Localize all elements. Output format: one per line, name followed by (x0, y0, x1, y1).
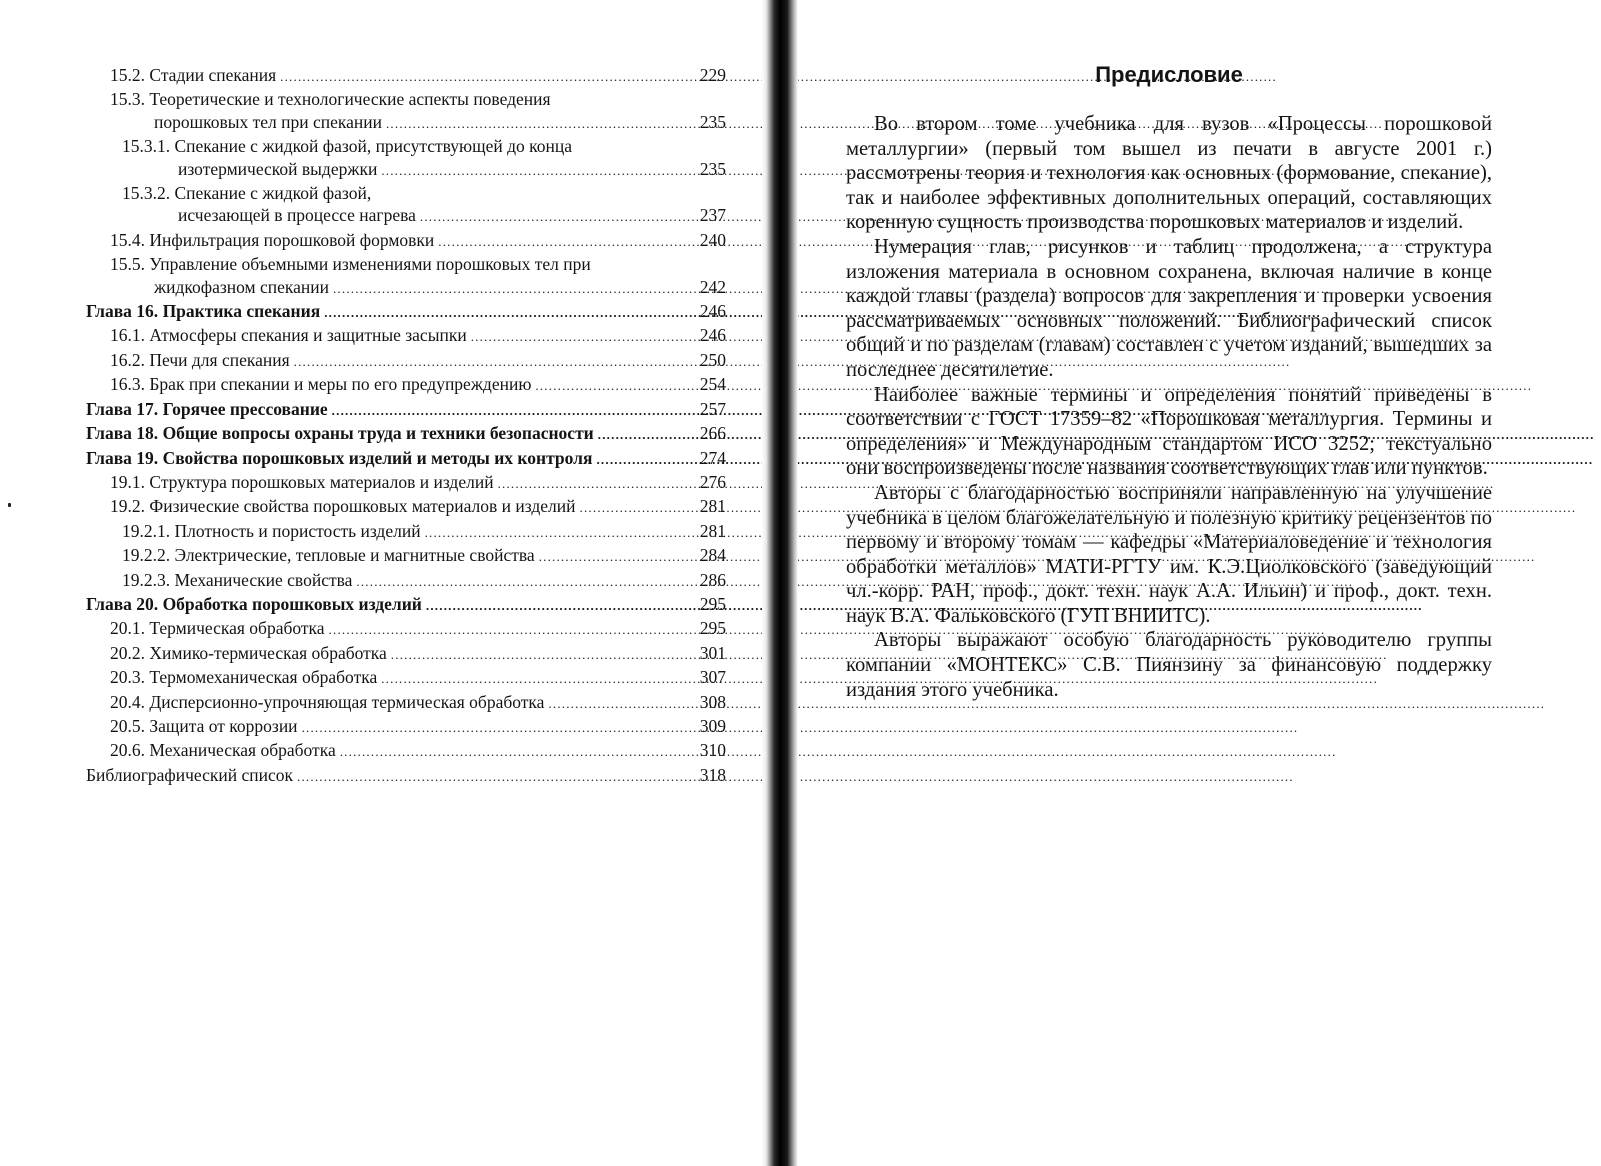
toc-page-number: 295 (699, 593, 726, 614)
scan-speck (8, 503, 11, 507)
toc-entry-line (86, 593, 726, 617)
toc-entry-title-line1: Теоретические и технологические аспекты поведения (149, 89, 551, 110)
toc-dot-leader (539, 546, 690, 568)
toc-page-number: 301 (699, 642, 726, 663)
toc-chapter-entry (86, 300, 726, 324)
toc-entry (86, 520, 726, 544)
preface-paragraph-1: Во втором томе учебника для вузов «Процессы порошковой металлургии» (первый том вышел из печати в августе 2001 г.) рассмотрены теория и технология как основных (формование, спекание), так и наиболее эффективных дополнительных операций, составляющих коренную сущность производства порошковых материалов и изделий. (846, 113, 1492, 234)
toc-chapter-entry (86, 422, 726, 446)
toc-entry-title: Структура порошковых материалов и изделий (149, 471, 494, 492)
toc-entry (86, 64, 726, 88)
toc-dot-leader (391, 644, 690, 666)
toc-page-number: 237 (699, 205, 726, 226)
toc-entry-line (110, 495, 726, 519)
toc-entry-number: 19.2. (110, 496, 145, 517)
toc-page-number: 235 (699, 111, 726, 132)
toc-entry-number: Глава 19. (86, 447, 159, 468)
toc-page-number: 286 (699, 569, 726, 590)
toc-entry-title: Электрические, тепловые и магнитные свойства (174, 545, 535, 566)
toc-entry-line (110, 666, 726, 690)
preface-page (846, 58, 1492, 702)
toc-dot-leader (596, 449, 690, 471)
toc-entry-title: исчезающей в процессе нагрева (178, 205, 416, 226)
toc-page-number: 295 (699, 618, 726, 639)
toc-entry-title: Общие вопросы охраны труда и техники безопасности (162, 423, 594, 444)
toc-page-number: 266 (699, 423, 726, 444)
toc-entry-title: Библиографический список (86, 764, 294, 785)
toc-entry-line (110, 691, 726, 715)
toc-entry-title: Горячее прессование (162, 398, 328, 419)
toc-entry-line (110, 739, 726, 763)
toc-entry (86, 739, 726, 763)
toc-page-number: 276 (699, 471, 726, 492)
toc-entry-title: порошковых тел при спекании (154, 111, 382, 132)
toc-dot-leader (548, 693, 690, 715)
toc-entry-number: 15.3.2. (122, 183, 171, 204)
toc-dot-leader (420, 206, 690, 228)
toc-entry (86, 764, 726, 788)
toc-dot-leader (498, 473, 690, 495)
toc-entry-line (110, 642, 726, 666)
toc-entry-title: Практика спекания (162, 301, 321, 322)
preface-heading: Предисловие (1095, 62, 1243, 87)
toc-entry-first-line (110, 253, 726, 275)
toc-entry-number: 19.2.3. (122, 569, 171, 590)
toc-entry-number: 16.3. (110, 374, 145, 395)
toc-entry-title: Инфильтрация порошковой формовки (149, 229, 435, 250)
toc-entry-title-line1: Управление объемными изменениями порошковых тел при (149, 254, 591, 275)
toc-entry (86, 715, 726, 739)
toc-dot-leader (294, 351, 690, 373)
toc-entry (86, 495, 726, 519)
toc-entry-line (122, 569, 726, 593)
toc-entry-first-line (122, 135, 726, 157)
preface-paragraph-3: Наиболее важные термины и определения понятий приведены в соответствии с ГОСТ 17359–82 «Порошковая металлургия. Термины и определения» и Международным стандартом ИСО 3252; текстуально они воспроизведены после названия соответствующих глав или пунктов. (846, 383, 1492, 480)
toc-entry-line (110, 324, 726, 348)
toc-entry-line (110, 373, 726, 397)
toc-entry-line (110, 349, 726, 373)
toc-page-number: 246 (699, 301, 726, 322)
toc-entry-first-line (122, 182, 726, 204)
toc-dot-leader (329, 619, 690, 641)
toc-page-number: 281 (699, 520, 726, 541)
toc-entry (86, 349, 726, 373)
toc-entry-number: Глава 20. (86, 593, 159, 614)
toc-entry-title-line1: Спекание с жидкой фазой, (174, 183, 372, 204)
toc-entry-title: Плотность и пористость изделий (174, 520, 421, 541)
toc-page-number: 307 (699, 667, 726, 688)
toc-dot-leader (471, 326, 690, 348)
toc-page-number: 318 (699, 764, 726, 785)
toc-entry-line (110, 276, 726, 300)
toc-entry-title: Механические свойства (174, 569, 353, 590)
toc-entry (86, 544, 726, 568)
toc-page-number: 254 (699, 374, 726, 395)
toc-entry-title: Стадии спекания (149, 65, 277, 85)
toc-entry-line (110, 471, 726, 495)
toc-entry-title: Печи для спекания (149, 349, 290, 370)
preface-paragraph-5: Авторы выражают особую благодарность руководителю группы компании «МОНТЕКС» С.В. Пиянзину за финансовую поддержку издания этого учебника. (846, 629, 1492, 701)
toc-entry-title: Термомеханическая обработка (149, 667, 378, 688)
toc-entry-number: 19.2.2. (122, 545, 171, 566)
toc-dot-leader (302, 717, 690, 739)
toc-dot-leader (425, 522, 690, 544)
toc-entry-line (110, 111, 726, 135)
toc-entry-title: Механическая обработка (149, 740, 336, 761)
toc-entry-number: 20.3. (110, 667, 145, 688)
toc-page-number: 281 (699, 496, 726, 517)
toc-dot-leader (598, 424, 690, 446)
toc-page-number: 240 (699, 229, 726, 250)
toc-entry-line (110, 715, 726, 739)
toc-entry-number: Глава 16. (86, 301, 159, 322)
toc-entry (86, 253, 726, 300)
toc-entry-line (86, 398, 726, 422)
toc-entry-number: Глава 18. (86, 423, 159, 444)
toc-entry-title: Свойства порошковых изделий и методы их контроля (162, 447, 593, 468)
toc-entry (86, 324, 726, 348)
toc-entry-number: 16.1. (110, 325, 145, 346)
toc-chapter-entry (86, 447, 726, 471)
toc-dot-leader (297, 766, 690, 788)
toc-entry-number: 15.3.1. (122, 136, 171, 157)
toc-chapter-entry (86, 398, 726, 422)
toc-entry-number: 16.2. (110, 349, 145, 370)
toc-chapter-entry (86, 593, 726, 617)
toc-entry-title: изотермической выдержки (178, 158, 378, 179)
toc-entry-line (86, 300, 726, 324)
toc-entry-line (86, 422, 726, 446)
toc-dot-leader (381, 160, 690, 182)
toc-entry-line (122, 204, 726, 228)
toc-dot-leader (580, 497, 690, 519)
preface-paragraph-4: Авторы с благодарностью восприняли направленную на улучшение учебника в целом благожелательную и полезную критику рецензентов по первому и второму томам — кафедры «Материаловедение и технология обработки металлов» МАТИ-РГТУ им. К.Э.Циолковского (заведующий чл.-корр. РАН, проф., докт. техн. наук А.А. Ильин) и проф., докт. техн. наук В.А. Фальковского (ГУП ВНИИТС). (846, 481, 1492, 627)
toc-entry-title: Брак при спекании и меры по его предупреждению (149, 374, 532, 395)
toc-page-number: 308 (699, 691, 726, 712)
toc-entry-number: 20.1. (110, 618, 145, 639)
toc-dot-leader (438, 231, 690, 253)
toc-entry-line (110, 229, 726, 253)
toc-entry (86, 691, 726, 715)
toc-entry-line (122, 544, 726, 568)
toc-entry-number: 19.2.1. (122, 520, 171, 541)
toc-dot-leader (426, 595, 690, 617)
toc-dot-leader (386, 113, 690, 135)
toc-entry-number: 15.4. (110, 229, 145, 250)
preface-paragraph-2: Нумерация глав, рисунков и таблиц продолжена, а структура изложения материала в основном сохранена, включая наличие в конце каждой главы (раздела) вопросов для закрепления и проверки усвоения рассматриваемых основных положений. Библиографический список общий и по разделам (главам) составлен с учетом изданий, вышедших за последнее десятилетие. (846, 235, 1492, 381)
toc-entry-number: Глава 17. (86, 398, 159, 419)
toc-page-number: 235 (699, 158, 726, 179)
toc-dot-leader (340, 741, 690, 763)
toc-entry (86, 666, 726, 690)
toc-page-number: 229 (699, 65, 726, 85)
toc-entry-number: 15.5. (110, 254, 145, 275)
toc-entry-title: Физические свойства порошковых материалов и изделий (149, 496, 576, 517)
contents-page (86, 64, 726, 788)
toc-entry-line (122, 520, 726, 544)
toc-entry (86, 617, 726, 641)
toc-entry (86, 182, 726, 229)
toc-page-number: 242 (699, 276, 726, 297)
toc-entry-title: Обработка порошковых изделий (162, 593, 422, 614)
toc-entry (86, 135, 726, 182)
toc-entry-number: 20.4. (110, 691, 145, 712)
toc-entry (86, 569, 726, 593)
toc-page-number: 246 (699, 325, 726, 346)
toc-page-number: 274 (699, 447, 726, 468)
toc-entry-title: Химико-термическая обработка (149, 642, 387, 663)
toc-entry-number: 15.2. (110, 65, 145, 85)
toc-entry-title-line1: Спекание с жидкой фазой, присутствующей до конца (174, 136, 572, 157)
toc-dot-leader (381, 668, 690, 690)
toc-entry-number: 20.2. (110, 642, 145, 663)
toc-dot-leader (535, 375, 690, 397)
toc-entry (86, 229, 726, 253)
toc-entry-title: жидкофазном спекании (154, 276, 329, 297)
toc-entry-title: Атмосферы спекания и защитные засыпки (149, 325, 467, 346)
toc-entry-title: Дисперсионно-упрочняющая термическая обработка (149, 691, 545, 712)
toc-entry-number: 20.6. (110, 740, 145, 761)
toc-entry-line (110, 617, 726, 641)
toc-dot-leader (324, 302, 690, 324)
toc-list (86, 64, 726, 788)
toc-entry-line (86, 447, 726, 471)
toc-entry-first-line (110, 88, 726, 110)
toc-entry-number: 19.1. (110, 471, 145, 492)
toc-dot-leader (280, 66, 690, 88)
toc-entry (86, 88, 726, 135)
toc-dot-leader (356, 571, 690, 593)
toc-page-number: 310 (699, 740, 726, 761)
toc-entry-line (110, 64, 726, 88)
toc-entry-title: Защита от коррозии (149, 715, 298, 736)
toc-entry (86, 471, 726, 495)
toc-entry (86, 373, 726, 397)
toc-page-number: 284 (699, 545, 726, 566)
toc-page-number: 250 (699, 349, 726, 370)
toc-entry-number: 20.5. (110, 715, 145, 736)
toc-entry (86, 642, 726, 666)
toc-entry-line (122, 158, 726, 182)
toc-entry-number: 15.3. (110, 89, 145, 110)
toc-entry-line (86, 764, 726, 788)
book-spine-gutter (762, 0, 798, 1166)
toc-page-number: 309 (699, 715, 726, 736)
toc-page-number: 257 (699, 398, 726, 419)
toc-entry-title: Термическая обработка (149, 618, 325, 639)
toc-dot-leader (333, 278, 690, 300)
toc-dot-leader (332, 400, 690, 422)
